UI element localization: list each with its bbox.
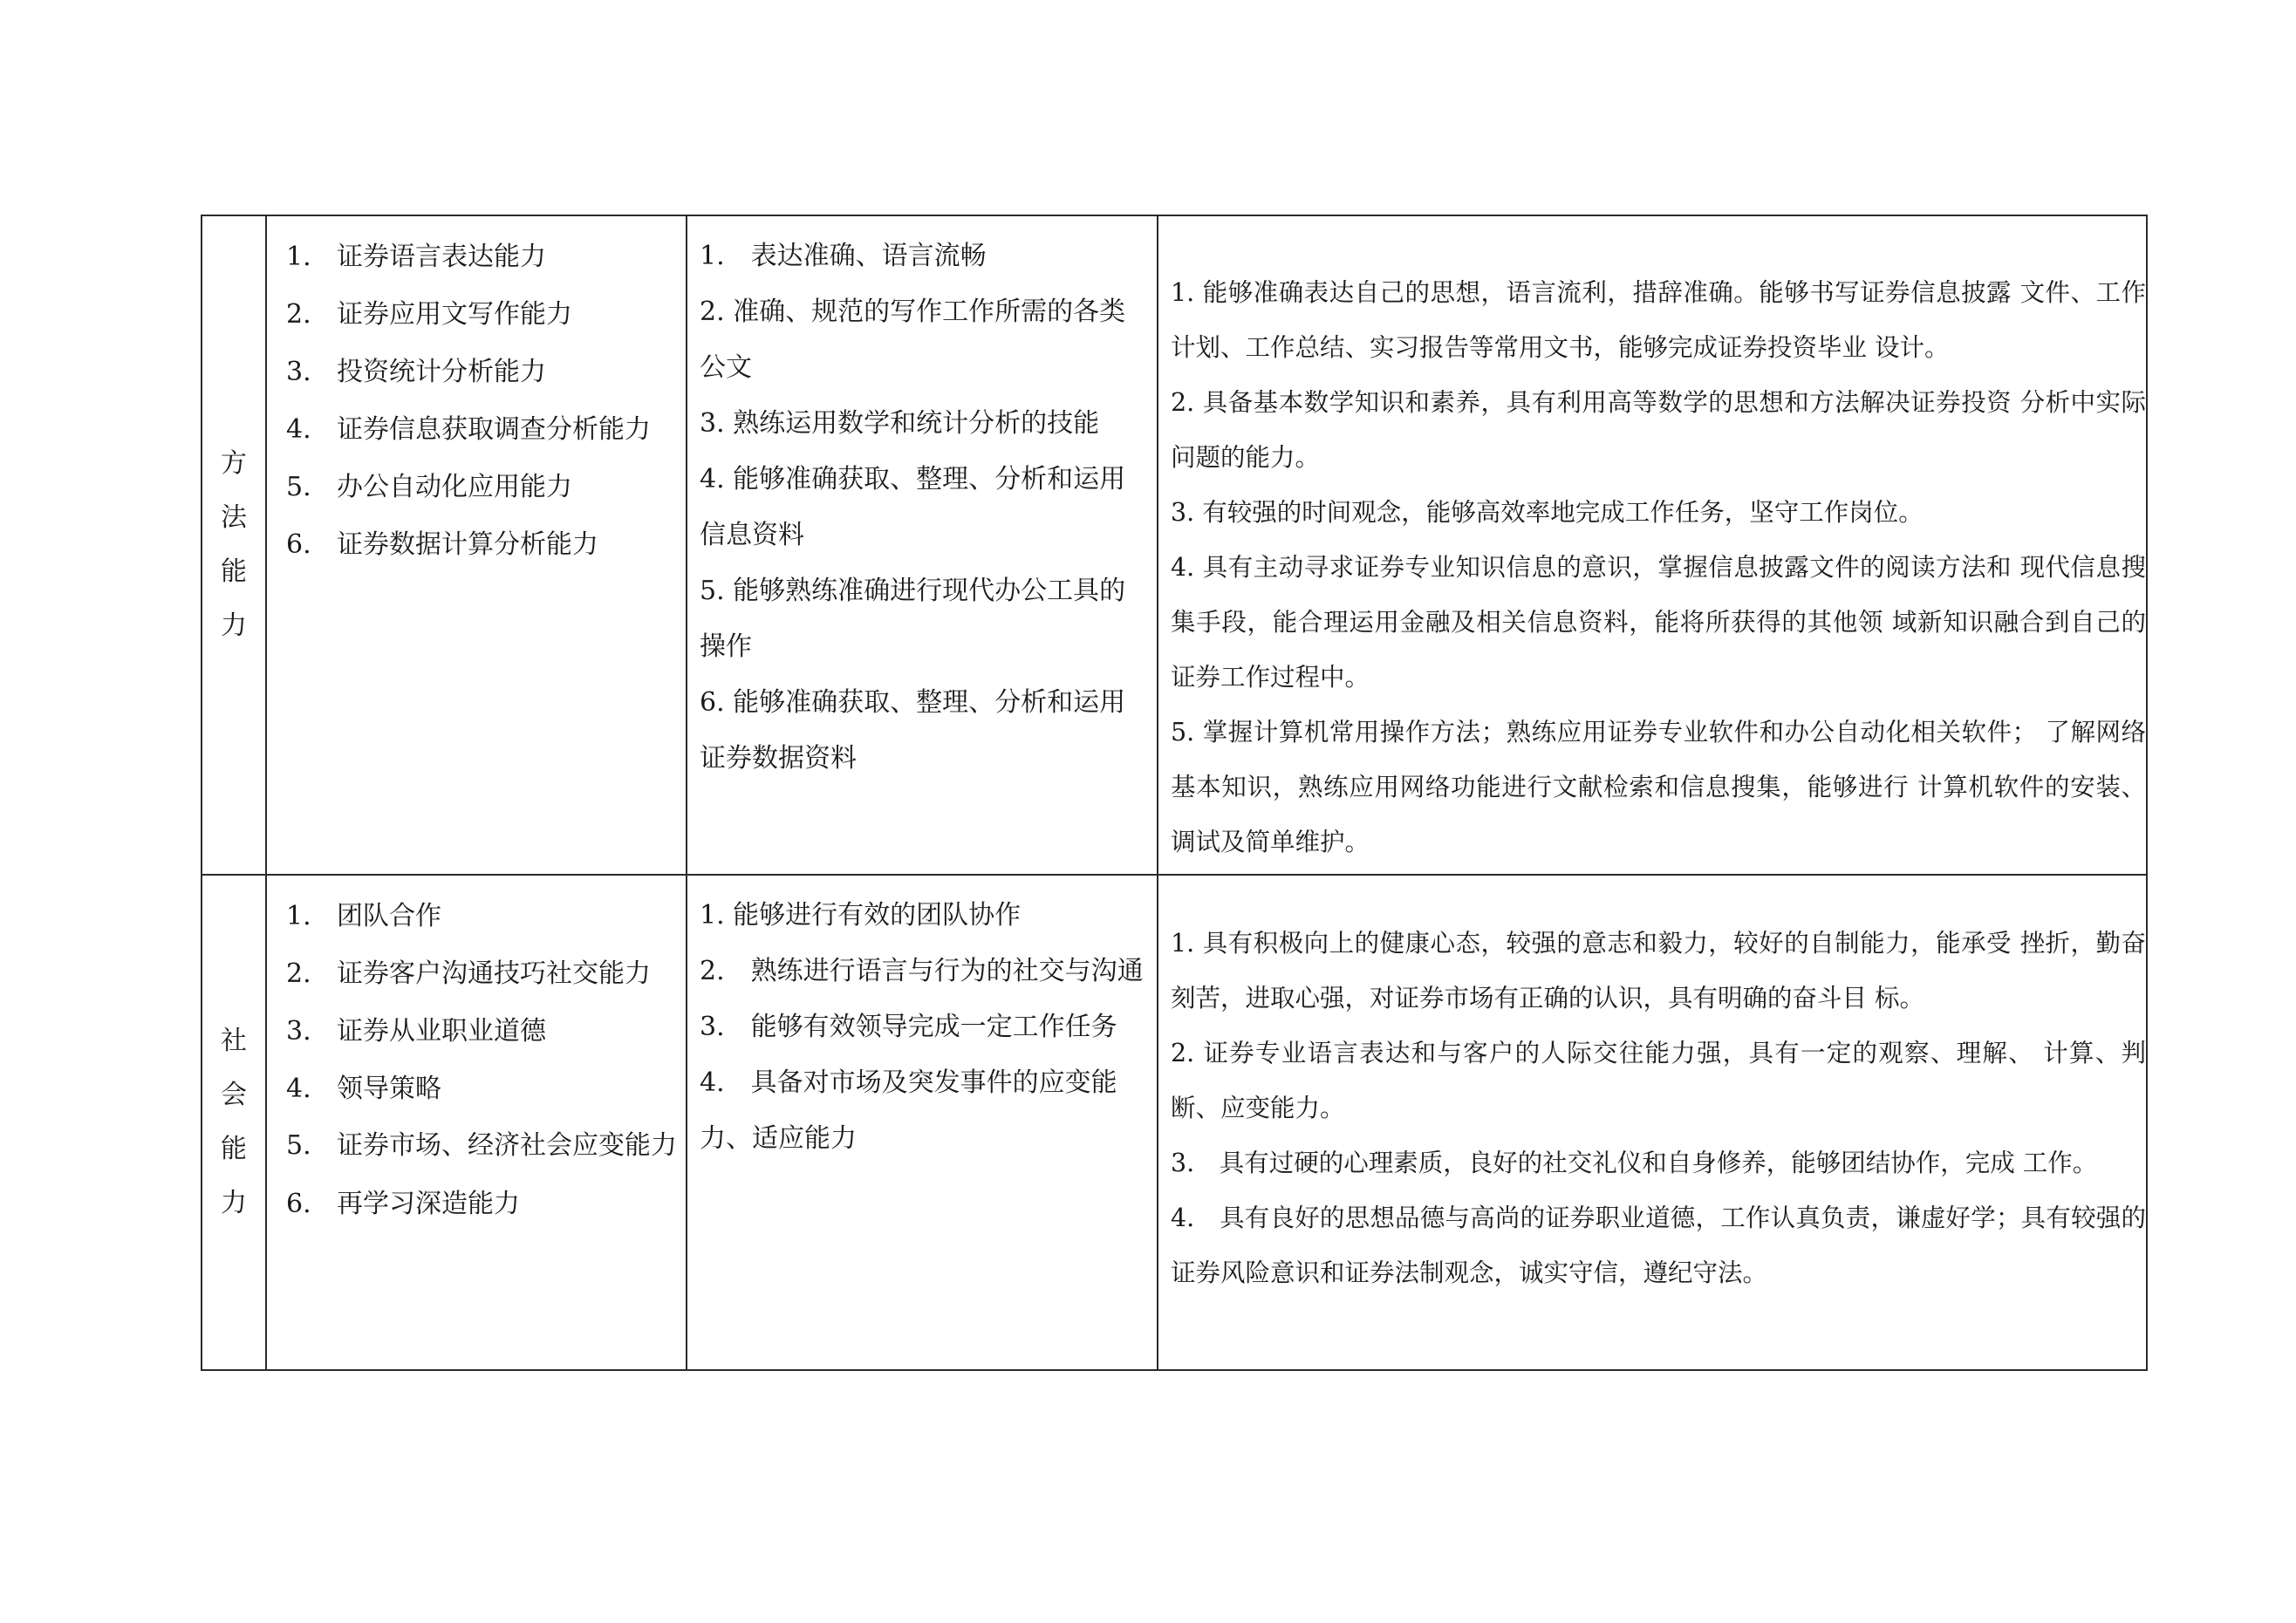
category-label: 社会能力: [221, 1026, 247, 1218]
requirements-cell: [1158, 875, 2147, 1370]
list-item: 4. 具备对市场及突发事件的应变能力、适应能力: [700, 1067, 1117, 1154]
requirements-list: [1158, 216, 2146, 869]
standards-list: [687, 876, 1157, 1176]
list-item: 3. 有较强的时间观念，能够高效率地完成工作任务，坚守工作岗位。: [1171, 498, 1924, 527]
abilities-cell: [266, 215, 687, 875]
list-item: 6. 能够准确获取、整理、分析和运用证券数据资料: [700, 687, 1126, 774]
list-item: 1. 能够进行有效的团队协作: [700, 900, 1022, 931]
list-item: 5. 能够熟练准确进行现代办公工具的操作: [700, 576, 1126, 662]
list-item: 5. 证券市场、经济社会应变能力: [286, 1130, 677, 1161]
list-item: 2. 熟练进行语言与行为的社交与沟通: [700, 956, 1144, 986]
list-item: 1. 证券语言表达能力: [286, 242, 546, 272]
list-item: 2. 准确、规范的写作工作所需的各类公文: [700, 297, 1126, 383]
list-item: 3. 证券从业职业道德: [286, 1016, 546, 1047]
list-item: 4. 证券信息获取调查分析能力: [286, 414, 651, 445]
list-item: 2. 证券客户沟通技巧社交能力: [286, 958, 651, 989]
category-cell: [202, 215, 266, 875]
list-item: 1. 具有积极向上的健康心态，较强的意志和毅力，较好的自制能力，能承受 挫折，勤奋刻苦，进取心强，对证券市场有正确的认识，具有明确的奋斗目 标。: [1171, 929, 2146, 1013]
list-item: 5. 办公自动化应用能力: [286, 472, 572, 502]
ability-table: [201, 215, 2148, 1371]
table-row: [202, 215, 2147, 875]
list-item: 4. 能够准确获取、整理、分析和运用信息资料: [700, 464, 1126, 550]
standards-cell: [687, 875, 1158, 1370]
list-item: 3. 能够有效领导完成一定工作任务: [700, 1012, 1117, 1042]
list-item: 3. 投资统计分析能力: [286, 357, 546, 387]
list-item: 4. 具有主动寻求证券专业知识信息的意识，掌握信息披露文件的阅读方法和 现代信息搜集手段，能合理运用金融及相关信息资料，能将所获得的其他领 域新知识融合到自己的证券工作过程中。: [1171, 553, 2146, 692]
list-item: 4. 具有良好的思想品德与高尚的证券职业道德，工作认真负责，谦虚好学；具有较强的证券风险意识和证券法制观念，诚实守信，遵纪守法。: [1171, 1204, 2146, 1287]
abilities-cell: [266, 875, 687, 1370]
list-item: 3. 具有过硬的心理素质，良好的社交礼仪和自身修养，能够团结协作，完成 工作。: [1171, 1149, 2098, 1177]
category-label: 方法能力: [221, 448, 247, 641]
standards-list: [687, 216, 1157, 795]
list-item: 1. 能够准确表达自己的思想，语言流利，措辞准确。能够书写证券信息披露 文件、工作计划、工作总结、实习报告等常用文书，能够完成证券投资毕业 设计。: [1171, 278, 2146, 362]
category-cell: [202, 875, 266, 1370]
list-item: 2. 证券应用文写作能力: [286, 299, 572, 330]
list-item: 6. 证券数据计算分析能力: [286, 529, 598, 560]
standards-cell: [687, 215, 1158, 875]
abilities-list: [267, 876, 686, 1242]
list-item: 5. 掌握计算机常用操作方法；熟练应用证券专业软件和办公自动化相关软件； 了解网络基本知识，熟练应用网络功能进行文献检索和信息搜集，能够进行 计算机软件的安装、调试及简单维护。: [1171, 718, 2146, 856]
list-item: 3. 熟练运用数学和统计分析的技能: [700, 408, 1100, 439]
list-item: 4. 领导策略: [286, 1074, 441, 1104]
table-row: [202, 875, 2147, 1370]
list-item: 1. 团队合作: [286, 901, 441, 931]
list-item: 6. 再学习深造能力: [286, 1189, 520, 1219]
abilities-list: [267, 216, 686, 583]
list-item: 2. 证券专业语言表达和与客户的人际交往能力强，具有一定的观察、理解、 计算、判断、应变能力。: [1171, 1039, 2146, 1122]
list-item: 1. 表达准确、语言流畅: [700, 241, 987, 271]
requirements-list: [1158, 876, 2146, 1300]
requirements-cell: [1158, 215, 2147, 875]
list-item: 2. 具备基本数学知识和素养，具有利用高等数学的思想和方法解决证券投资 分析中实际问题的能力。: [1171, 388, 2146, 472]
